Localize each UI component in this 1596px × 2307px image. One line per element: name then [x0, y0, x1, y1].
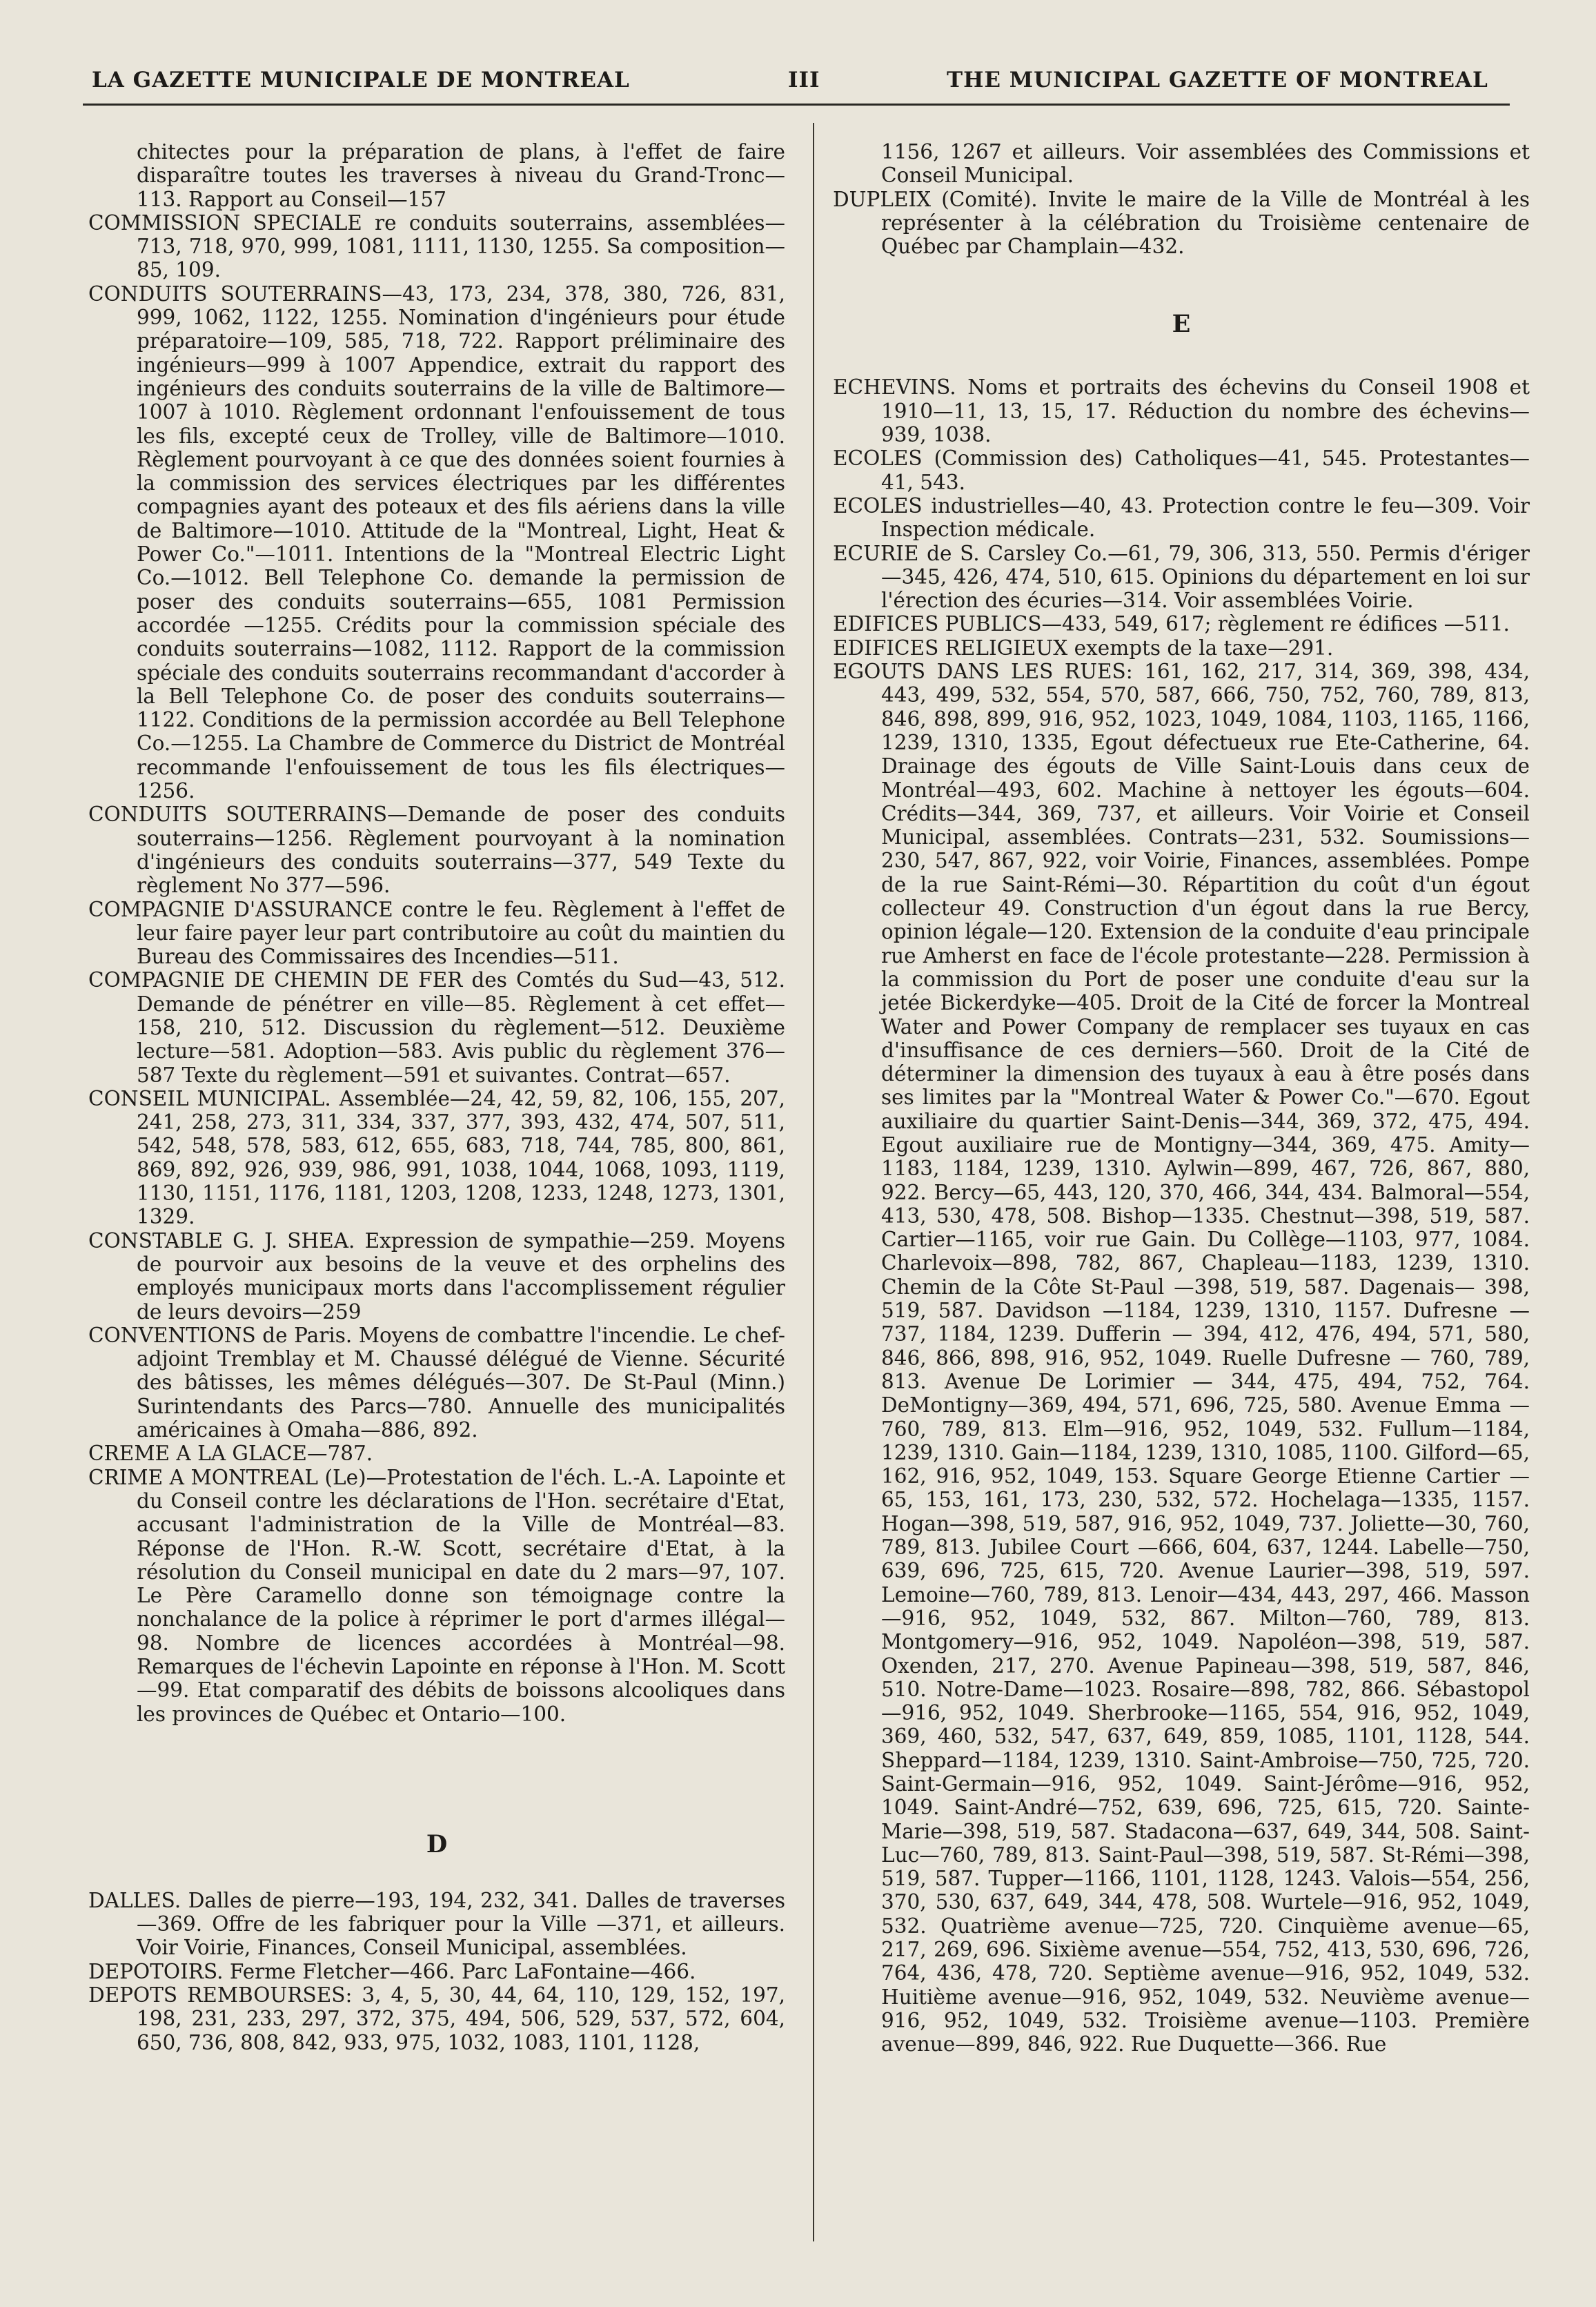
section-letter-e: E: [1172, 310, 1191, 339]
header-english-title: THE MUNICIPAL GAZETTE OF MONTREAL: [947, 68, 1488, 92]
index-entry: ECURIE de S. Carsley Co.—61, 79, 306, 313, 550. Permis d'ériger—345, 426, 474, 510, 615. Opinions du département en loi sur l'érection des écuries—314. Voir assemblées Voirie.: [833, 541, 1530, 613]
index-entry: ECOLES (Commission des) Catholiques—41, 545. Protestantes—41, 543.: [833, 446, 1530, 494]
index-entry: COMMISSION SPECIALE re conduits souterrains, assemblées—713, 718, 970, 999, 1081, 1111, 1130, 1255. Sa composition—85, 109.: [88, 210, 785, 282]
index-entry: EDIFICES RELIGIEUX exempts de la taxe—291.: [833, 636, 1334, 660]
index-entry-continuation: chitectes pour la préparation de plans, à l'effet de faire disparaître toutes les traverses à niveau du Grand-Tronc—113. Rapport au Conseil—157: [137, 140, 785, 211]
index-entry: ECOLES industrielles—40, 43. Protection contre le feu—309. Voir Inspection médicale.: [833, 493, 1530, 542]
section-letter-d: D: [426, 1829, 448, 1858]
index-entry: CREME A LA GLACE—787.: [88, 1442, 373, 1466]
index-entry: COMPAGNIE D'ASSURANCE contre le feu. Règlement à l'effet de leur faire payer leur part contributoire au coût du maintien du Bureau des Commissaires des Incendies—511.: [88, 897, 785, 969]
index-entry: DEPOTOIRS. Ferme Fletcher—466. Parc LaFontaine—466.: [88, 1959, 696, 1983]
index-entry: DALLES. Dalles de pierre—193, 194, 232, 341. Dalles de traverses—369. Offre de les fabriquer pour la Ville —371, et ailleurs. Voir Voirie, Finances, Conseil Municipal, assemblées.: [88, 1888, 785, 1960]
index-entry: CONDUITS SOUTERRAINS—43, 173, 234, 378, 380, 726, 831, 999, 1062, 1122, 1255. Nomination d'ingénieurs pour étude préparatoire—109, 585, 718, 722. Rapport préliminaire des ingénieurs—999 à 1007 Appendice, extrait du rapport des ingénieurs des conduits souterrains de la ville de Baltimore—1007 à 1010. Règlement ordonnant l'enfouissement de tous les fils, excepté ceux de Trolley, ville de Baltimore—1010. Règlement pourvoyant à ce que des données soient fournies à la commission des services électriques par les différentes compagnies ayant des poteaux et des fils aériens dans la ville de Baltimore—1010. Attitude de la "Montreal, Light, Heat & Power Co."—1011. Intentions de la "Montreal Electric Light Co.—1012. Bell Telephone Co. demande la permission de poser des conduits souterrains—655, 1081 Permission accordée —1255. Crédits pour la commission spéciale des conduits souterrains—1082, 1112. Rapport de la commission spéciale des conduits souterrains recommandant d'accorder à la Bell Telephone Co. de poser des conduits souterrains—1122. Conditions de la permission accordée au Bell Telephone Co.—1255. La Chambre de Commerce du District de Montréal recommande l'enfouissement de tous les fils électriques—1256.: [88, 282, 785, 803]
page-number: III: [788, 68, 820, 92]
index-entry: ECHEVINS. Noms et portraits des échevins du Conseil 1908 et 1910—11, 13, 15, 17. Réduction du nombre des échevins—939, 1038.: [833, 375, 1530, 447]
index-entry: CONDUITS SOUTERRAINS—Demande de poser des conduits souterrains—1256. Règlement pourvoyant à la nomination d'ingénieurs des conduits souterrains—377, 549 Texte du règlement No 377—596.: [88, 803, 785, 898]
column-divider: [813, 123, 814, 2241]
index-entry: CONSTABLE G. J. SHEA. Expression de sympathie—259. Moyens de pourvoir aux besoins de la veuve et des orphelins des employés municipaux morts dans l'accomplissement régulier de leurs devoirs—259: [88, 1228, 785, 1324]
index-entry: CONVENTIONS de Paris. Moyens de combattre l'incendie. Le chef-adjoint Tremblay et M. Chaussé délégué de Vienne. Sécurité des bâtisses, les mêmes délégués—307. De St-Paul (Minn.) Surintendants des Parcs—780. Annuelle des municipalités américaines à Omaha—886, 892.: [88, 1323, 785, 1442]
index-entry: DUPLEIX (Comité). Invite le maire de la Ville de Montréal à les représenter à la célébration du Troisième centenaire de Québec par Champlain—432.: [833, 187, 1530, 259]
page-header: [0, 0, 1596, 131]
left-column: [88, 140, 785, 2054]
index-entry: CRIME A MONTREAL (Le)—Protestation de l'éch. L.-A. Lapointe et du Conseil contre les déclarations de l'Hon. secrétaire d'Etat, accusant l'administration de la Ville de Montréal—83. Réponse de l'Hon. R.-W. Scott, secrétaire d'Etat, à la résolution du Conseil municipal en date du 2 mars—97, 107. Le Père Caramello donne son témoignage contre la nonchalance de la police à réprimer le port d'armes illégal—98. Nombre de licences accordées à Montréal—98. Remarques de l'échevin Lapointe en réponse à l'Hon. M. Scott—99. Etat comparatif des débits de boissons alcooliques dans les provinces de Québec et Ontario—100.: [88, 1465, 785, 1726]
header-rule: [83, 104, 1510, 106]
index-entry: DEPOTS REMBOURSES: 3, 4, 5, 30, 44, 64, 110, 129, 152, 197, 198, 231, 233, 297, 372, 375, 494, 506, 529, 537, 572, 604, 650, 736, 808, 842, 933, 975, 1032, 1083, 1101, 1128,: [88, 1983, 785, 2054]
index-entry: EGOUTS DANS LES RUES: 161, 162, 217, 314, 369, 398, 434, 443, 499, 532, 554, 570, 587, 666, 750, 752, 760, 789, 813, 846, 898, 899, 916, 952, 1023, 1049, 1084, 1103, 1165, 1166, 1239, 1310, 1335, Egout défectueux rue Ete-Catherine, 64. Drainage des égouts de Ville Saint-Louis dans ceux de Montréal—493, 602. Machine à nettoyer les égouts—604. Crédits—344, 369, 737, et ailleurs. Voir Voirie et Conseil Municipal, assemblées. Contrats—231, 532. Soumissions—230, 547, 867, 922, voir Voirie, Finances, assemblées. Pompe de la rue Saint-Rémi—30. Répartition du coût d'un égout collecteur 49. Construction d'un égout dans la rue Bercy, opinion légale—120. Extension de la conduite d'eau principale rue Amherst en face de l'école protestante—228. Permission à la commission du Port de poser une conduite d'eau sur la jetée Bickerdyke—405. Droit de la Cité de forcer la Montreal Water and Power Company de remplacer ses tuyaux en cas d'insuffisance de ces derniers—560. Droit de la Cité de déterminer la dimension des tuyaux à eau à être posés dans ses limites par la "Montreal Water & Power Co."—670. Egout auxiliaire du quartier Saint-Denis—344, 369, 372, 475, 494. Egout auxiliaire rue de Montigny—344, 369, 475. Amity—1183, 1184, 1239, 1310. Aylwin—899, 467, 726, 867, 880, 922. Bercy—65, 443, 120, 370, 466, 344, 434. Balmoral—554, 413, 530, 478, 508. Bishop—1335. Chestnut—398, 519, 587. Cartier—1165, voir rue Gain. Du Collège—1103, 977, 1084. Charlevoix—898, 782, 867, Chapleau—1183, 1239, 1310. Chemin de la Côte St-Paul —398, 519, 587. Dagenais— 398, 519, 587. Davidson —1184, 1239, 1310, 1157. Dufresne — 737, 1184, 1239. Dufferin — 394, 412, 476, 494, 571, 580, 846, 866, 898, 916, 952, 1049. Ruelle Dufresne — 760, 789, 813. Avenue De Lorimier — 344, 475, 494, 752, 764. DeMontigny—369, 494, 571, 696, 725, 580. Avenue Emma —760, 789, 813. Elm—916, 952, 1049, 532. Fullum—1184, 1239, 1310. Gain—1184, 1239, 1310, 1085, 1100. Gilford—65, 162, 916, 952, 1049, 153. Square George Etienne Cartier — 65, 153, 161, 173, 230, 532, 572. Hochelaga—1335, 1157. Hogan—398, 519, 587, 916, 952, 1049, 737. Joliette—30, 760, 789, 813. Jubilee Court —666, 604, 637, 1244. Labelle—750, 639, 696, 725, 615, 720. Avenue Laurier—398, 519, 597. Lemoine—760, 789, 813. Lenoir—434, 443, 297, 466. Masson—916, 952, 1049, 532, 867. Milton—760, 789, 813. Montgomery—916, 952, 1049. Napoléon—398, 519, 587. Oxenden, 217, 270. Avenue Papineau—398, 519, 587, 846, 510. Notre-Dame—1023. Rosaire—898, 782, 866. Sébastopol—916, 952, 1049. Sherbrooke—1165, 554, 916, 952, 1049, 369, 460, 532, 547, 637, 649, 859, 1085, 1101, 1128, 544. Sheppard—1184, 1239, 1310. Saint-Ambroise—750, 725, 720. Saint-Germain—916, 952, 1049. Saint-Jérôme—916, 952, 1049. Saint-André—752, 639, 696, 725, 615, 720. Sainte-Marie—398, 519, 587. Stadacona—637, 649, 344, 508. Saint-Luc—760, 789, 813. Saint-Paul—398, 519, 587. St-Rémi—398, 519, 587. Tupper—1166, 1101, 1128, 1243. Valois—554, 256, 370, 530, 637, 649, 344, 478, 508. Wurtele—916, 952, 1049, 532. Quatrième avenue—725, 720. Cinquième avenue—65, 217, 269, 696. Sixième avenue—554, 752, 413, 530, 696, 726, 764, 436, 478, 720. Septième avenue—916, 952, 1049, 532. Huitième avenue—916, 952, 1049, 532. Neuvième avenue—916, 952, 1049, 532. Troisième avenue—1103. Première avenue—899, 846, 922. Rue Duquette—366. Rue: [833, 660, 1530, 2056]
right-column: [833, 140, 1530, 2056]
index-entry: EDIFICES PUBLICS—433, 549, 617; règlement re édifices —511.: [833, 612, 1510, 636]
header-french-title: LA GAZETTE MUNICIPALE DE MONTREAL: [92, 68, 630, 92]
index-entry: CONSEIL MUNICIPAL. Assemblée—24, 42, 59, 82, 106, 155, 207, 241, 258, 273, 311, 334, 337, 377, 393, 432, 474, 507, 511, 542, 548, 578, 583, 612, 655, 683, 718, 744, 785, 800, 861, 869, 892, 926, 939, 986, 991, 1038, 1044, 1068, 1093, 1119, 1130, 1151, 1176, 1181, 1203, 1208, 1233, 1248, 1273, 1301, 1329.: [88, 1086, 785, 1229]
index-entry-continuation: 1156, 1267 et ailleurs. Voir assemblées des Commissions et Conseil Municipal.: [881, 140, 1530, 188]
index-entry: COMPAGNIE DE CHEMIN DE FER des Comtés du Sud—43, 512. Demande de pénétrer en ville—85. Règlement à cet effet—158, 210, 512. Discussion du règlement—512. Deuxième lecture—581. Adoption—583. Avis public du règlement 376—587 Texte du règlement—591 et suivantes. Contrat—657.: [88, 968, 785, 1087]
